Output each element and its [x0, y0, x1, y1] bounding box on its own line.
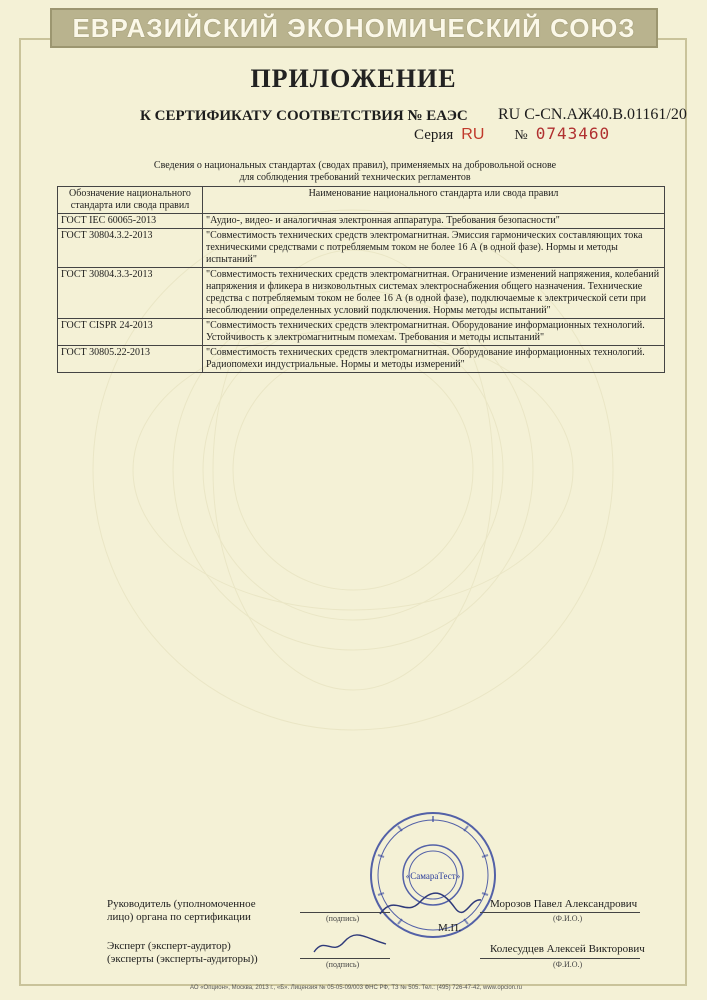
standards-table [57, 186, 665, 373]
head-name: Морозов Павел Александрович [490, 898, 638, 910]
expert-name: Колесудцев Алексей Викторович [490, 943, 645, 955]
document-subtitle: К СЕРТИФИКАТУ СООТВЕТСТВИЯ № ЕАЭС [140, 108, 468, 124]
standard-code: ГОСТ 30804.3.2-2013 [58, 229, 203, 268]
table-row [58, 214, 665, 229]
table-row [58, 229, 665, 268]
standard-code: ГОСТ CISPR 24-2013 [58, 319, 203, 346]
series-label: Серия [414, 127, 454, 143]
standard-code: ГОСТ 30805.22-2013 [58, 346, 203, 373]
standard-code: ГОСТ IEC 60065-2013 [58, 214, 203, 229]
column-header-name: Наименование национального стандарта или свода правил [203, 187, 665, 214]
stamp-center-text: «СамараТест» [405, 871, 461, 881]
expert-label-line-1: Эксперт (эксперт-аудитор) [107, 940, 231, 952]
banner-text: ЕВРАЗИЙСКИЙ ЭКОНОМИЧЕСКИЙ СОЮЗ [72, 12, 636, 43]
table-row [58, 268, 665, 319]
expert-label-line-2: (эксперты (эксперты-аудиторы)) [107, 953, 258, 965]
standard-name: "Совместимость технических средств электромагнитная. Оборудование информационных технологий. Устойчивость к электромагнитным помехам. Требования и методы испытаний" [203, 319, 665, 346]
head-name-line [480, 912, 640, 913]
standard-name: "Совместимость технических средств электромагнитная. Оборудование информационных технологий. Радиопомехи индустриальные. Нормы и методы измерений" [203, 346, 665, 373]
standard-name: "Совместимость технических средств электромагнитная. Ограничение изменений напряжения, колебаний напряжения и фликера в низковольтных системах электроснабжения общего назначения. Технические средства с потребляемым током не более 16 А (в одной фазе), подключаемые к электрической сети при несоблюдении определенных условий подключения. Нормы методы испытаний" [203, 268, 665, 319]
head-label-line-2: лицо) органа по сертификации [107, 911, 251, 923]
series-number-label: № [514, 128, 528, 143]
mp-label: М.П. [438, 922, 462, 934]
footer-imprint: АО «Опцион», Москва, 2013 г., «Б». Лицензия № 05-05-09/003 ФНС РФ, ТЗ № 505. Тел.: (495) 726-47-42, www.opcion.ru [190, 985, 523, 991]
head-name-caption: (Ф.И.О.) [553, 914, 583, 923]
expert-name-line [480, 958, 640, 959]
standard-name: "Совместимость технических средств электромагнитная. Эмиссия гармонических составляющих тока техническими средствами с потребляемым током не более 16 А (в одной фазе). Нормы и методы испытаний" [203, 229, 665, 268]
expert-signature-caption: (подпись) [326, 960, 360, 969]
intro-line-1: Сведения о национальных стандартах (сводах правил), применяемых на добровольной основе [153, 160, 557, 171]
head-label-line-1: Руководитель (уполномоченное [107, 898, 256, 910]
series-value: RU [461, 126, 485, 143]
intro-line-2: для соблюдения требований технических регламентов [239, 172, 471, 183]
standard-name: "Аудио-, видео- и аналогичная электронная аппаратура. Требования безопасности" [203, 214, 665, 229]
certificate-number: RU C-CN.АЖ40.В.01161/20 [498, 106, 687, 123]
table-row [58, 319, 665, 346]
series-number: 0743460 [535, 124, 611, 143]
series-row [414, 124, 610, 144]
expert-label [107, 940, 258, 966]
intro-text [60, 160, 650, 184]
head-signature [375, 888, 485, 922]
head-label [107, 898, 256, 924]
table-row [58, 346, 665, 373]
document-title: ПРИЛОЖЕНИЕ [250, 64, 457, 93]
head-signature-caption: (подпись) [326, 914, 360, 923]
expert-name-caption: (Ф.И.О.) [553, 960, 583, 969]
standard-code: ГОСТ 30804.3.3-2013 [58, 268, 203, 319]
expert-signature [310, 930, 390, 960]
table-header-row [58, 187, 665, 214]
header-banner [50, 8, 658, 48]
column-header-code: Обозначение национального стандарта или свода правил [58, 187, 203, 214]
